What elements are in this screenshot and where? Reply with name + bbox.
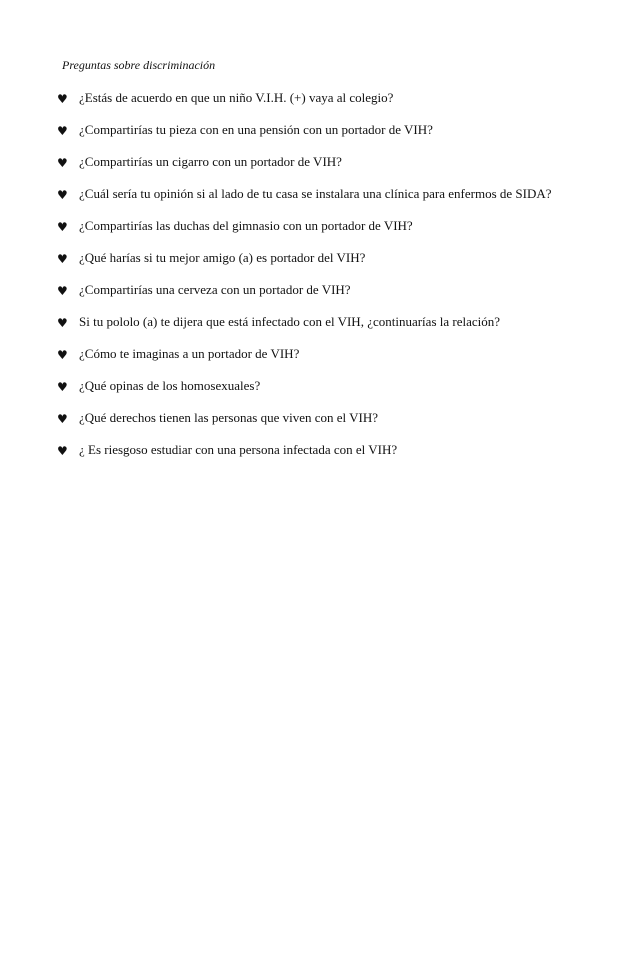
question-item [57,346,627,378]
question-text: ¿Compartirías una cerveza con un portador de VIH? [79,282,351,297]
heart-bullet-icon: ♥ [57,316,68,330]
question-text: ¿ Es riesgoso estudiar con una persona infectada con el VIH? [79,442,398,457]
question-item [57,186,627,218]
heart-bullet-icon: ♥ [57,444,68,458]
question-text: ¿Qué derechos tienen las personas que viven con el VIH? [79,410,379,425]
question-text: ¿Estás de acuerdo en que un niño V.I.H. (+) vaya al colegio? [79,90,394,105]
question-list [57,90,627,474]
heart-bullet-icon: ♥ [57,156,68,170]
question-text: Si tu pololo (a) te dijera que está infectado con el VIH, ¿continuarías la relación? [79,314,501,329]
heart-bullet-icon: ♥ [57,412,68,426]
question-text: ¿Compartirías tu pieza con en una pensión con un portador de VIH? [79,122,433,137]
question-text: ¿Compartirías un cigarro con un portador de VIH? [79,154,342,169]
heart-bullet-icon: ♥ [57,188,68,202]
question-item [57,90,627,122]
question-item [57,250,627,282]
heart-bullet-icon: ♥ [57,220,68,234]
heart-bullet-icon: ♥ [57,380,68,394]
heart-bullet-icon: ♥ [57,92,68,106]
question-text: ¿Compartirías las duchas del gimnasio con un portador de VIH? [79,218,413,233]
question-item [57,122,627,154]
heart-bullet-icon: ♥ [57,284,68,298]
question-item [57,410,627,442]
question-text: ¿Cómo te imaginas a un portador de VIH? [79,346,300,361]
question-item [57,154,627,186]
question-item [57,442,627,474]
question-text: ¿Qué opinas de los homosexuales? [79,378,261,393]
question-text: ¿Cuál sería tu opinión si al lado de tu casa se instalara una clínica para enfermos de SIDA? [79,186,552,201]
question-item [57,314,627,346]
question-text: ¿Qué harías si tu mejor amigo (a) es portador del VIH? [79,250,366,265]
question-item [57,218,627,250]
heart-bullet-icon: ♥ [57,252,68,266]
question-item [57,378,627,410]
heart-bullet-icon: ♥ [57,348,68,362]
document-heading: Preguntas sobre discriminación [62,58,216,72]
question-item [57,282,627,314]
heart-bullet-icon: ♥ [57,124,68,138]
